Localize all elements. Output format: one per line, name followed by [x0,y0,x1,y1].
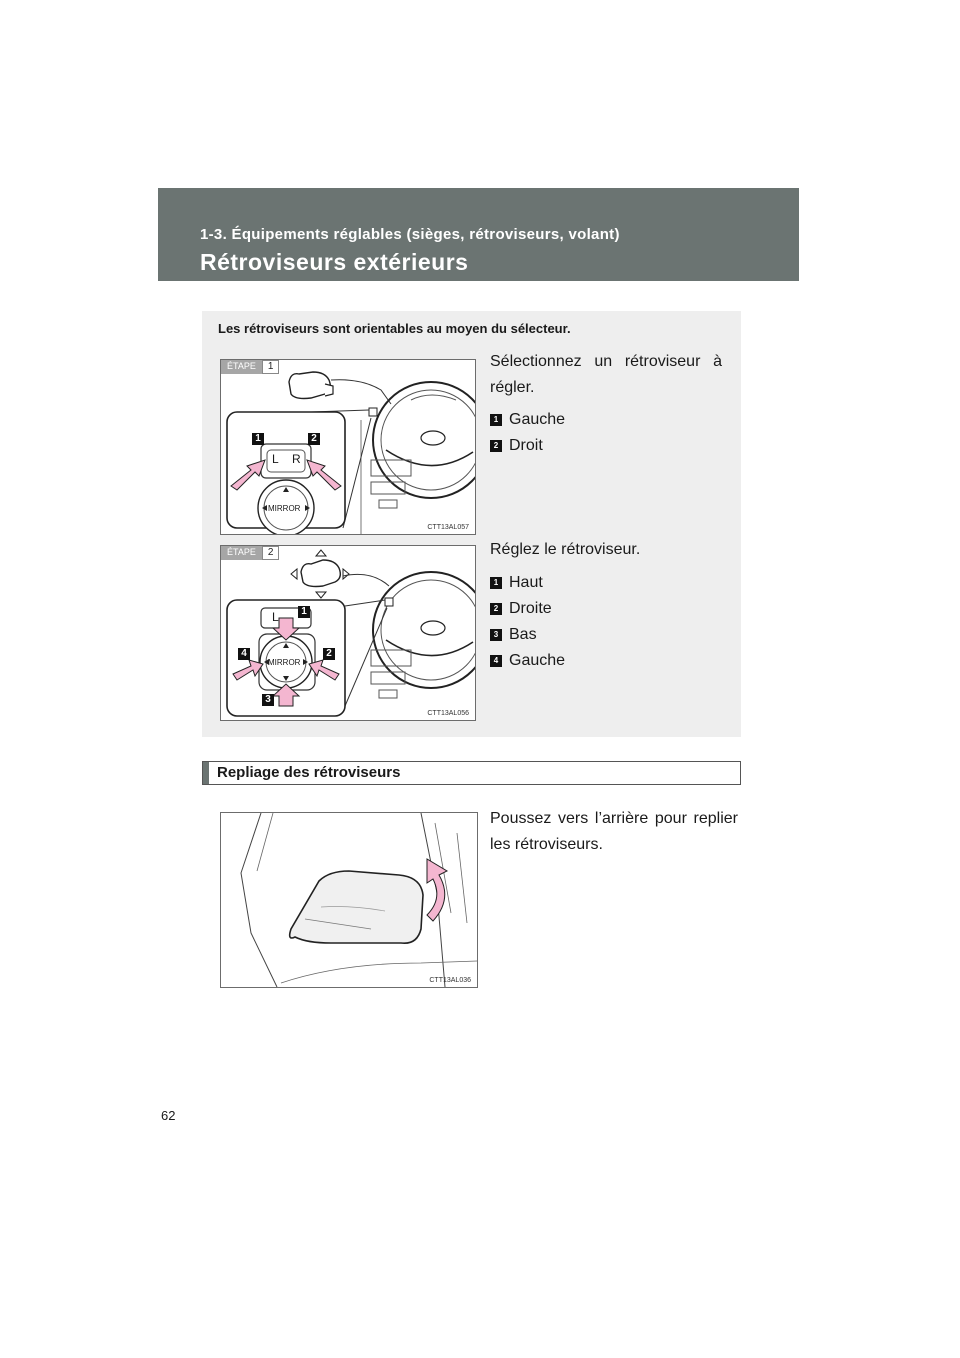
item-label: Haut [509,574,543,591]
step2-illustration [221,546,475,720]
item-badge: 1 [490,577,502,589]
list-item [490,433,565,459]
step2-callout-2: 2 [323,648,335,660]
fold-figure-code: CTT13AL036 [429,977,471,984]
item-label: Gauche [509,411,566,428]
fold-section-heading [202,761,741,785]
step1-callout-2: 2 [308,433,320,445]
step2-callout-3: 3 [262,694,274,706]
step2-knob-label: MIRROR [268,658,301,667]
instruction-panel [202,311,741,737]
list-item [490,570,565,596]
step2-text: Réglez le rétroviseur. [490,541,641,558]
item-label: Bas [509,626,537,643]
step1-text: Sélectionnez un rétroviseur à régler. [490,353,722,396]
heading-bar [203,762,209,784]
fold-illustration [221,813,477,987]
step1-illustration [221,360,475,534]
intro-text: Les rétroviseurs sont orientables au moyen du sélecteur. [218,321,571,336]
step2-tag-number: 2 [262,546,280,560]
step1-switch-right-letter: R [292,452,301,466]
page-title: Rétroviseurs extérieurs [200,249,469,275]
item-badge: 3 [490,629,502,641]
item-label: Droit [509,437,543,454]
step2-figure [220,545,476,721]
section-title: 1-3. Équipements réglables (sièges, rétroviseurs, volant) [200,226,620,243]
item-badge: 1 [490,414,502,426]
step1-callout-1: 1 [252,433,264,445]
step1-tag-label: ÉTAPE [221,360,262,374]
step1-tag-number: 1 [262,360,280,374]
step2-tag [221,546,279,560]
list-item [490,596,565,622]
item-badge: 2 [490,603,502,615]
item-badge: 4 [490,655,502,667]
page-number: 62 [161,1108,176,1123]
step1-knob-label: MIRROR [268,504,301,513]
list-item [490,622,565,648]
step1-items [490,407,565,459]
step1-tag [221,360,279,374]
item-badge: 2 [490,440,502,452]
step1-switch-left-letter: L [272,452,279,466]
step2-callout-4: 4 [238,648,250,660]
fold-figure [220,812,478,988]
chapter-header [158,188,799,281]
step2-switch-left-letter: L [272,610,279,624]
step2-items [490,570,565,674]
step2-figure-code: CTT13AL056 [427,710,469,717]
item-label: Gauche [509,652,566,669]
fold-heading-text: Repliage des rétroviseurs [217,764,401,781]
step1-figure [220,359,476,535]
fold-instructions: Poussez vers l’arrière pour replier les rétroviseurs. [490,810,738,853]
item-label: Droite [509,600,552,617]
step1-figure-code: CTT13AL057 [427,524,469,531]
step2-callout-1: 1 [298,606,310,618]
list-item [490,648,565,674]
list-item [490,407,565,433]
step2-tag-label: ÉTAPE [221,546,262,560]
